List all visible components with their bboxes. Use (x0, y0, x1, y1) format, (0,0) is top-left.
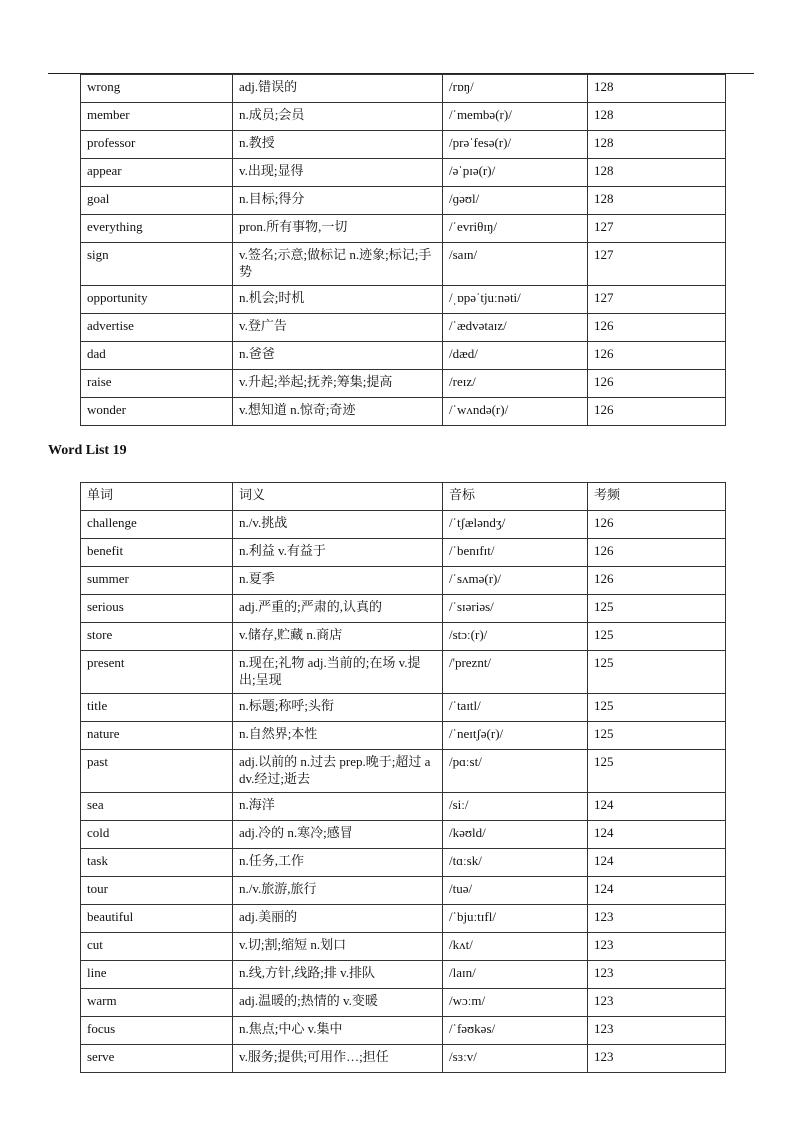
cell-frequency: 126 (588, 314, 726, 342)
cell-word: tour (81, 877, 233, 905)
cell-frequency: 128 (588, 187, 726, 215)
table-row (81, 877, 726, 905)
cell-word: warm (81, 989, 233, 1017)
cell-meaning: v.切;割;缩短 n.划口 (233, 933, 443, 961)
cell-meaning: adj.温暖的;热情的 v.变暖 (233, 989, 443, 1017)
cell-meaning: v.登广告 (233, 314, 443, 342)
cell-frequency: 124 (588, 877, 726, 905)
cell-word: everything (81, 215, 233, 243)
cell-meaning: n.利益 v.有益于 (233, 539, 443, 567)
cell-word: beautiful (81, 905, 233, 933)
cell-phonetic: /ˈmembə(r)/ (443, 103, 588, 131)
cell-frequency: 126 (588, 539, 726, 567)
cell-frequency: 126 (588, 370, 726, 398)
cell-meaning: n.线,方针,线路;排 v.排队 (233, 961, 443, 989)
cell-phonetic: /ˈbenɪfɪt/ (443, 539, 588, 567)
cell-word: appear (81, 159, 233, 187)
cell-frequency: 123 (588, 905, 726, 933)
table-row (81, 286, 726, 314)
cell-phonetic: /ˈneɪtʃə(r)/ (443, 722, 588, 750)
table-row (81, 215, 726, 243)
cell-frequency: 125 (588, 623, 726, 651)
cell-meaning: adj.冷的 n.寒冷;感冒 (233, 821, 443, 849)
cell-frequency: 126 (588, 511, 726, 539)
cell-phonetic: /ˈevriθɪŋ/ (443, 215, 588, 243)
cell-phonetic: /ˈtʃæləndʒ/ (443, 511, 588, 539)
cell-frequency: 128 (588, 131, 726, 159)
cell-frequency: 123 (588, 961, 726, 989)
cell-word: goal (81, 187, 233, 215)
cell-phonetic: /dæd/ (443, 342, 588, 370)
table-row (81, 905, 726, 933)
cell-word: past (81, 750, 233, 793)
cell-phonetic: /reɪz/ (443, 370, 588, 398)
cell-frequency: 123 (588, 1045, 726, 1073)
cell-word: opportunity (81, 286, 233, 314)
cell-word: task (81, 849, 233, 877)
cell-word: benefit (81, 539, 233, 567)
table-row (81, 849, 726, 877)
header-word: 单词 (81, 483, 233, 511)
cell-phonetic: /ˈsʌmə(r)/ (443, 567, 588, 595)
cell-frequency: 127 (588, 243, 726, 286)
table-row (81, 722, 726, 750)
header-meaning: 词义 (233, 483, 443, 511)
table-row (81, 75, 726, 103)
cell-meaning: v.升起;举起;抚养;筹集;提高 (233, 370, 443, 398)
cell-frequency: 124 (588, 849, 726, 877)
cell-meaning: n.夏季 (233, 567, 443, 595)
table-row (81, 370, 726, 398)
cell-meaning: n.自然界;本性 (233, 722, 443, 750)
cell-meaning: n./v.挑战 (233, 511, 443, 539)
table-row (81, 623, 726, 651)
word-list-heading: Word List 19 (48, 443, 127, 458)
cell-word: nature (81, 722, 233, 750)
word-table-list-19 (80, 482, 726, 1073)
cell-frequency: 127 (588, 215, 726, 243)
table-row (81, 961, 726, 989)
header-phonetic: 音标 (443, 483, 588, 511)
cell-meaning: n./v.旅游,旅行 (233, 877, 443, 905)
cell-phonetic: /tuə/ (443, 877, 588, 905)
cell-meaning: adj.以前的 n.过去 prep.晚于;超过 adv.经过;逝去 (233, 750, 443, 793)
cell-word: cold (81, 821, 233, 849)
cell-meaning: n.爸爸 (233, 342, 443, 370)
cell-meaning: v.出现;显得 (233, 159, 443, 187)
cell-frequency: 123 (588, 989, 726, 1017)
cell-word: focus (81, 1017, 233, 1045)
table-row (81, 187, 726, 215)
cell-phonetic: /wɔːm/ (443, 989, 588, 1017)
cell-word: serious (81, 595, 233, 623)
word-table-continued (80, 74, 726, 426)
cell-frequency: 127 (588, 286, 726, 314)
cell-word: sign (81, 243, 233, 286)
table-row (81, 131, 726, 159)
cell-phonetic: /əˈpɪə(r)/ (443, 159, 588, 187)
cell-word: sea (81, 793, 233, 821)
table-row (81, 694, 726, 722)
cell-phonetic: /pɑːst/ (443, 750, 588, 793)
cell-word: wonder (81, 398, 233, 426)
cell-phonetic: /ˈsɪəriəs/ (443, 595, 588, 623)
cell-word: present (81, 651, 233, 694)
cell-meaning: n.教授 (233, 131, 443, 159)
cell-phonetic: /laɪn/ (443, 961, 588, 989)
cell-word: dad (81, 342, 233, 370)
cell-frequency: 128 (588, 75, 726, 103)
cell-frequency: 126 (588, 398, 726, 426)
cell-frequency: 123 (588, 1017, 726, 1045)
cell-frequency: 125 (588, 694, 726, 722)
cell-frequency: 123 (588, 933, 726, 961)
cell-meaning: n.标题;称呼;头衔 (233, 694, 443, 722)
table-row (81, 1045, 726, 1073)
cell-phonetic: /kəʊld/ (443, 821, 588, 849)
cell-phonetic: /siː/ (443, 793, 588, 821)
cell-phonetic: /ɡəʊl/ (443, 187, 588, 215)
table-row (81, 243, 726, 286)
cell-word: challenge (81, 511, 233, 539)
cell-meaning: adj.严重的;严肃的,认真的 (233, 595, 443, 623)
table-row (81, 539, 726, 567)
cell-phonetic: /prəˈfesə(r)/ (443, 131, 588, 159)
table-row (81, 314, 726, 342)
cell-word: store (81, 623, 233, 651)
cell-frequency: 125 (588, 750, 726, 793)
table-row (81, 595, 726, 623)
cell-meaning: n.焦点;中心 v.集中 (233, 1017, 443, 1045)
table-row (81, 398, 726, 426)
table-row (81, 103, 726, 131)
cell-phonetic: /ˈfəʊkəs/ (443, 1017, 588, 1045)
table-row (81, 651, 726, 694)
table-row (81, 159, 726, 187)
table-row (81, 1017, 726, 1045)
cell-meaning: n.海洋 (233, 793, 443, 821)
cell-phonetic: /kʌt/ (443, 933, 588, 961)
cell-word: member (81, 103, 233, 131)
cell-phonetic: /stɔː(r)/ (443, 623, 588, 651)
table-header-row (81, 483, 726, 511)
cell-meaning: v.签名;示意;做标记 n.迹象;标记;手势 (233, 243, 443, 286)
cell-frequency: 125 (588, 722, 726, 750)
cell-meaning: adj.美丽的 (233, 905, 443, 933)
cell-phonetic: /'preznt/ (443, 651, 588, 694)
cell-word: summer (81, 567, 233, 595)
table-row (81, 567, 726, 595)
cell-meaning: v.想知道 n.惊奇;奇迹 (233, 398, 443, 426)
cell-frequency: 128 (588, 159, 726, 187)
cell-frequency: 126 (588, 342, 726, 370)
cell-phonetic: /saɪn/ (443, 243, 588, 286)
cell-word: raise (81, 370, 233, 398)
cell-phonetic: /sɜːv/ (443, 1045, 588, 1073)
cell-frequency: 125 (588, 651, 726, 694)
cell-meaning: pron.所有事物,一切 (233, 215, 443, 243)
cell-meaning: n.目标;得分 (233, 187, 443, 215)
cell-phonetic: /ˈbjuːtɪfl/ (443, 905, 588, 933)
cell-frequency: 128 (588, 103, 726, 131)
cell-word: line (81, 961, 233, 989)
cell-word: serve (81, 1045, 233, 1073)
cell-meaning: n.任务,工作 (233, 849, 443, 877)
cell-meaning: adj.错误的 (233, 75, 443, 103)
cell-phonetic: /rɒŋ/ (443, 75, 588, 103)
cell-word: title (81, 694, 233, 722)
cell-meaning: v.储存,贮藏 n.商店 (233, 623, 443, 651)
cell-word: advertise (81, 314, 233, 342)
table-row (81, 933, 726, 961)
cell-word: cut (81, 933, 233, 961)
cell-meaning: n.机会;时机 (233, 286, 443, 314)
table-row (81, 793, 726, 821)
cell-phonetic: /ˌɒpəˈtjuːnəti/ (443, 286, 588, 314)
table-row (81, 750, 726, 793)
cell-word: wrong (81, 75, 233, 103)
cell-phonetic: /ˈwʌndə(r)/ (443, 398, 588, 426)
cell-word: professor (81, 131, 233, 159)
cell-phonetic: /ˈædvətaɪz/ (443, 314, 588, 342)
cell-frequency: 125 (588, 595, 726, 623)
cell-frequency: 124 (588, 793, 726, 821)
cell-meaning: n.现在;礼物 adj.当前的;在场 v.提出;呈现 (233, 651, 443, 694)
table-row (81, 989, 726, 1017)
cell-meaning: v.服务;提供;可用作…;担任 (233, 1045, 443, 1073)
cell-phonetic: /tɑːsk/ (443, 849, 588, 877)
cell-frequency: 124 (588, 821, 726, 849)
header-frequency: 考频 (588, 483, 726, 511)
cell-frequency: 126 (588, 567, 726, 595)
table-row (81, 511, 726, 539)
table-row (81, 821, 726, 849)
cell-meaning: n.成员;会员 (233, 103, 443, 131)
cell-phonetic: /ˈtaɪtl/ (443, 694, 588, 722)
table-row (81, 342, 726, 370)
